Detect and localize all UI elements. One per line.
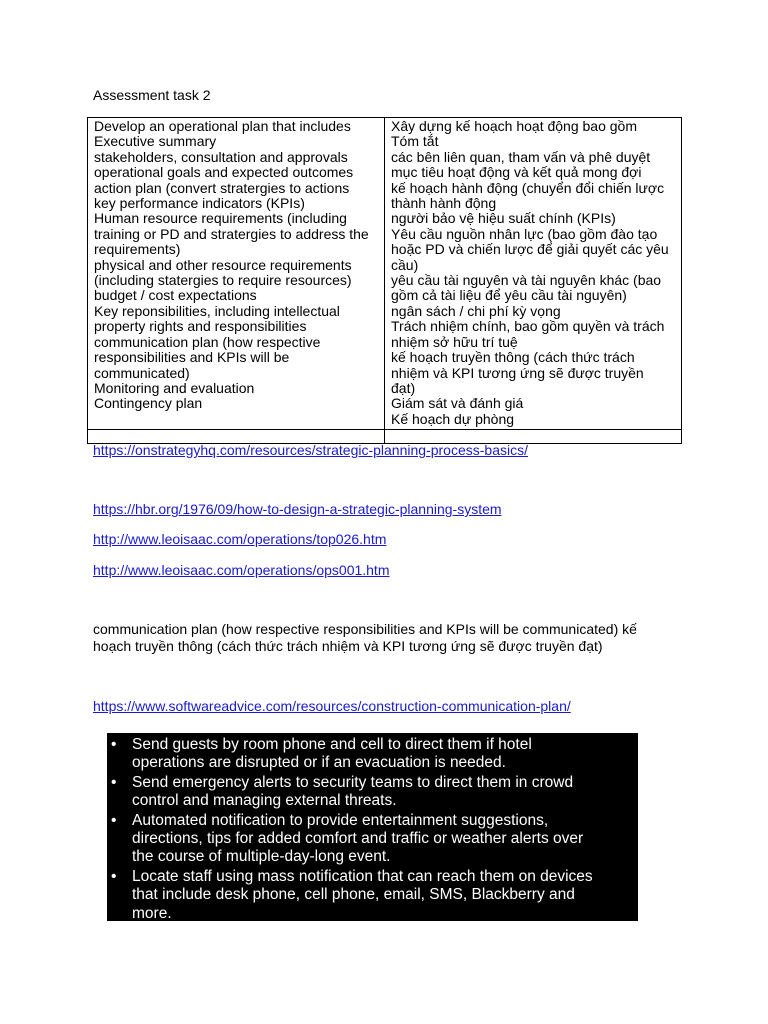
vietnamese-line: gồm cả tài liệu để yêu cầu tài nguyên): [391, 287, 627, 304]
list-item: [111, 812, 634, 867]
vietnamese-line: người bảo vệ hiệu suất chính (KPIs): [391, 210, 616, 227]
english-column: [88, 118, 385, 430]
link-leoisaac-top026[interactable]: http://www.leoisaac.com/operations/top026.htm: [93, 531, 387, 547]
vietnamese-column: [385, 118, 682, 430]
communication-plan-paragraph: [93, 621, 683, 655]
vietnamese-line: kế hoạch truyền thông (cách thức trách: [391, 349, 635, 366]
vietnamese-line: yêu cầu tài nguyên và tài nguyên khác (bao: [391, 272, 662, 289]
english-line: Executive summary: [94, 133, 217, 150]
english-line: responsibilities and KPIs will be: [94, 349, 290, 366]
vietnamese-line: nhiệm và KPI tương ứng sẽ được truyền: [391, 364, 644, 381]
link-hbr[interactable]: https://hbr.org/1976/09/how-to-design-a-strategic-planning-system: [93, 501, 502, 517]
bullet-list: [111, 736, 634, 923]
link-softwareadvice[interactable]: https://www.softwareadvice.com/resources/construction-communication-plan/: [93, 698, 571, 714]
english-line: Human resource requirements (including: [94, 210, 347, 227]
vietnamese-line: các bên liên quan, tham vấn và phê duyệt: [391, 148, 651, 165]
bullet-line: Send emergency alerts to security teams to direct them in crowd: [132, 773, 574, 791]
bullet-line: that include desk phone, cell phone, email, SMS, Blackberry and: [132, 886, 575, 904]
english-line: Key reponsibilities, including intellectual: [94, 302, 340, 319]
vietnamese-line: Yêu cầu nguồn nhân lực (bao gồm đào tạo: [391, 225, 658, 242]
english-line: (including statergies to require resources): [94, 272, 352, 289]
bullet-line: more.: [132, 904, 172, 922]
vietnamese-line: hoặc PD và chiến lược để giải quyết các yêu: [391, 241, 669, 258]
bullet-line: directions, tips for added comfort and traffic or weather alerts over: [132, 830, 584, 848]
vietnamese-line: ngân sách / chi phí kỳ vọng: [391, 302, 561, 319]
vietnamese-line: Kế hoạch dự phòng: [391, 410, 515, 427]
plan-table: [87, 117, 682, 444]
english-line: communicated): [94, 364, 190, 381]
bullet-line: the course of multiple-day-long event.: [132, 848, 391, 866]
list-item: [111, 774, 634, 811]
english-line: action plan (convert stratergies to actions: [94, 179, 350, 196]
link-leoisaac-ops001[interactable]: http://www.leoisaac.com/operations/ops001.htm: [93, 562, 390, 578]
bullet-icon: •: [111, 773, 117, 791]
bullet-line: Locate staff using mass notification that can reach them on devices: [132, 867, 593, 885]
english-line: property rights and responsibilities: [94, 318, 307, 335]
paragraph-line: communication plan (how respective responsibilities and KPIs will be communicated) kế: [93, 621, 637, 637]
english-line: training or PD and stratergies to address the: [94, 225, 369, 242]
bullet-line: operations are disrupted or if an evacuation is needed.: [132, 754, 506, 772]
vietnamese-line: Xây dựng kế hoạch hoạt động bao gồm: [391, 118, 637, 134]
bullet-line: Automated notification to provide entertainment suggestions,: [132, 811, 549, 829]
english-line: requirements): [94, 241, 181, 258]
vietnamese-line: thành hành động: [391, 195, 497, 212]
notification-bullet-box: [107, 733, 638, 921]
bullet-line: Send guests by room phone and cell to direct them if hotel: [132, 736, 532, 753]
english-line: stakeholders, consultation and approvals: [94, 148, 348, 165]
vietnamese-line: kế hoạch hành động (chuyển đổi chiến lược: [391, 179, 665, 196]
vietnamese-line: Giám sát và đánh giá: [391, 395, 524, 412]
table-row: [88, 118, 682, 430]
vietnamese-line: mục tiêu hoạt động và kết quả mong đợi: [391, 164, 642, 181]
vietnamese-line: đạt): [391, 379, 416, 396]
english-line: communication plan (how respective: [94, 333, 321, 350]
english-line: Develop an operational plan that includes: [94, 118, 351, 134]
vietnamese-line: Tóm tắt: [391, 133, 439, 150]
bullet-icon: •: [111, 867, 117, 885]
vietnamese-line: nhiệm sở hữu trí tuệ: [391, 333, 518, 350]
english-line: operational goals and expected outcomes: [94, 164, 354, 181]
list-item: [111, 868, 634, 923]
vietnamese-line: cầu): [391, 256, 419, 273]
list-item: [111, 736, 634, 773]
english-line: Contingency plan: [94, 395, 203, 412]
english-line: Monitoring and evaluation: [94, 379, 255, 396]
bullet-icon: •: [111, 736, 117, 753]
paragraph-line: hoạch truyền thông (cách thức trách nhiệm và KPI tương ứng sẽ được truyền đạt): [93, 638, 603, 654]
english-line: key performance indicators (KPIs): [94, 195, 305, 212]
english-line: budget / cost expectations: [94, 287, 257, 304]
bullet-icon: •: [111, 811, 117, 829]
link-onstrategyhq[interactable]: https://onstrategyhq.com/resources/strategic-planning-process-basics/: [93, 442, 528, 458]
vietnamese-line: Trách nhiệm chính, bao gồm quyền và trách: [391, 318, 665, 335]
page-heading: Assessment task 2: [93, 87, 211, 103]
english-line: physical and other resource requirements: [94, 256, 352, 273]
bullet-line: control and managing external threats.: [132, 792, 397, 810]
